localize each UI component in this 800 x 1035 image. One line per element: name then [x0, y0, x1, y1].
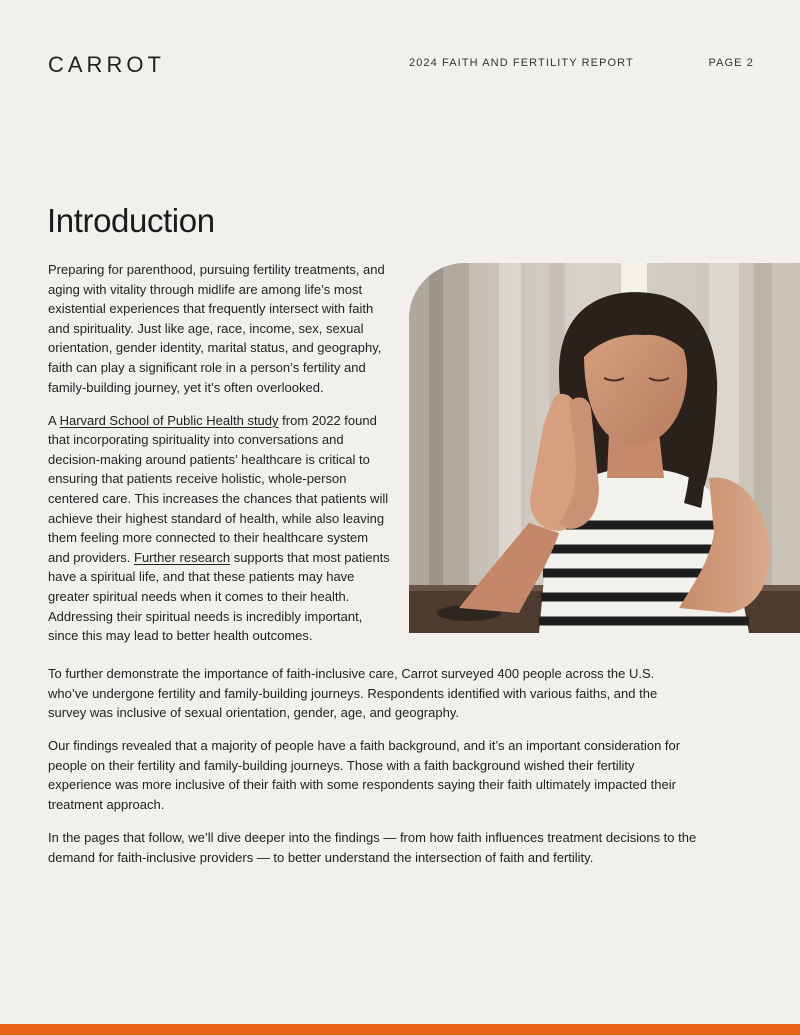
intro-column: [48, 260, 393, 659]
paragraph-2-suffix: supports that most patients have a spiritual life, and that these patients may have greater spiritual needs when it comes to their health. Addressing their spiritual needs is incredibly important, since this may lead to better health outcomes.: [48, 549, 390, 644]
page-number: PAGE 2: [708, 57, 754, 69]
report-title: 2024 FAITH AND FERTILITY REPORT: [409, 57, 634, 69]
paragraph-5: In the pages that follow, we’ll dive deeper into the findings — from how faith influences treatment decisions to the demand for faith-inclusive providers — to better understand the intersection of faith and fertility.: [48, 830, 697, 865]
page-title: Introduction: [47, 202, 215, 239]
paragraph-4: Our findings revealed that a majority of people have a faith background, and it’s an important consideration for people on their fertility and family-building journeys. Those with a faith background wished their fertility experience was more inclusive of their faith with some respondents saying their faith ultimately impacted their treatment approach.: [48, 738, 681, 813]
further-research-link[interactable]: Further research: [134, 549, 231, 565]
paragraph-2-middle: from 2022 found that incorporating spirituality into conversations and decision-making around patients’ healthcare is critical to ensuring that patients receive holistic, whole-person centered care. This increases the chances that patients will achieve their highest standard of health, while also leaving them feeling more connected to their healthcare system and providers.: [48, 412, 389, 565]
paragraph-2: [48, 411, 393, 646]
footer-accent-bar: [0, 1024, 800, 1035]
logo-wordmark: CARROT: [48, 52, 165, 77]
carrot-logo: [48, 52, 165, 78]
paragraph-2-prefix: A: [48, 412, 60, 428]
findings-section: [48, 664, 698, 881]
paragraph-3: To further demonstrate the importance of faith-inclusive care, Carrot surveyed 400 people across the U.S. who’ve undergone fertility and family-building journeys. Respondents identified with various faiths, and the survey was inclusive of sexual orientation, gender, age, and geography.: [48, 666, 658, 721]
woman-praying-photo: [409, 263, 800, 633]
paragraph-1: Preparing for parenthood, pursuing fertility treatments, and aging with vitality through midlife are among life’s most existential experiences that frequently intersect with faith and spirituality. Just like age, race, income, sex, sexual orientation, gender identity, marital status, and geography, faith can play a significant role in a person’s fertility and family-building journey, yet it’s often overlooked.: [48, 262, 385, 395]
harvard-study-link[interactable]: Harvard School of Public Health study: [59, 412, 279, 428]
